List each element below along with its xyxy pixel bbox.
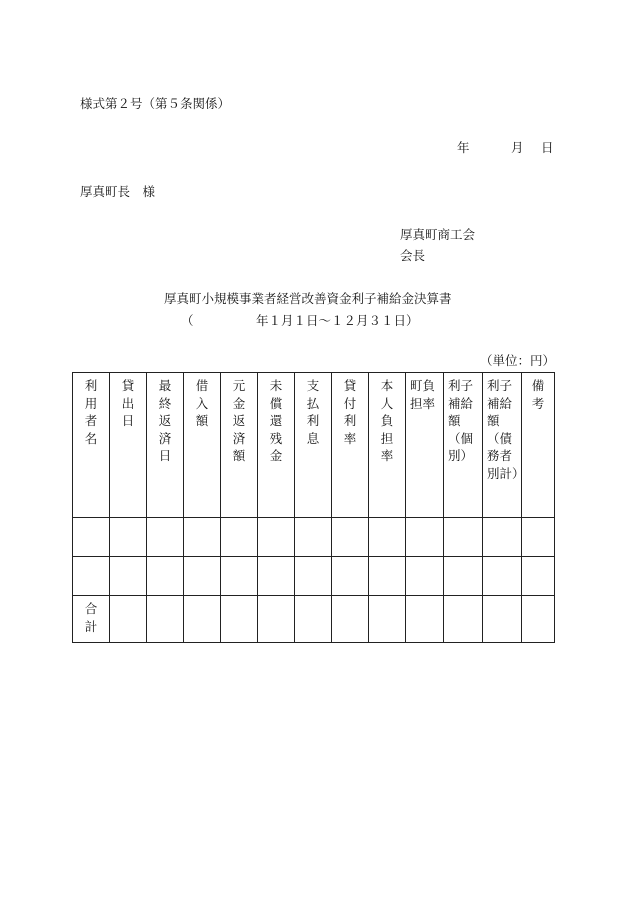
total-row: [73, 596, 555, 643]
table-cell[interactable]: [406, 557, 444, 596]
header-cell-outstanding-balance: [258, 373, 295, 518]
header-label: 支払利息: [306, 378, 320, 446]
table-cell[interactable]: [295, 518, 332, 557]
header-label: 利子補給額（債務者別計）: [487, 378, 525, 481]
total-label-cell: [73, 596, 110, 643]
header-cell-loan-amount: [184, 373, 221, 518]
table-cell[interactable]: [221, 557, 258, 596]
date-year: 年: [457, 140, 470, 155]
form-number: 様式第２号（第５条関係）: [80, 96, 231, 111]
table-cell[interactable]: [258, 596, 295, 643]
table-cell[interactable]: [522, 557, 555, 596]
table-cell[interactable]: [369, 557, 406, 596]
table-row: [73, 518, 555, 557]
table-cell[interactable]: [295, 557, 332, 596]
addressee: 厚真町長 様: [80, 184, 156, 199]
header-label: 備考: [531, 378, 545, 411]
header-label: 利用者名: [84, 378, 98, 446]
header-cell-borrower-name: [73, 373, 110, 518]
date-line: [457, 142, 554, 155]
table-cell[interactable]: [295, 596, 332, 643]
table-cell[interactable]: [258, 557, 295, 596]
header-cell-final-repayment-date: [147, 373, 184, 518]
header-cell-loan-date: [110, 373, 147, 518]
header-label: 貸出日: [121, 378, 135, 428]
table-cell[interactable]: [73, 557, 110, 596]
table-cell[interactable]: [444, 557, 483, 596]
table-cell[interactable]: [147, 557, 184, 596]
table-cell[interactable]: [184, 518, 221, 557]
table-cell[interactable]: [369, 596, 406, 643]
table-cell[interactable]: [184, 557, 221, 596]
header-cell-town-burden-rate: [406, 373, 444, 518]
header-label: 元金返済額: [232, 378, 246, 463]
header-label: 最終返済日: [158, 378, 172, 463]
header-label: 貸付利率: [343, 378, 357, 446]
table-cell[interactable]: [444, 518, 483, 557]
table-cell[interactable]: [332, 557, 369, 596]
table-cell[interactable]: [406, 518, 444, 557]
header-cell-principal-repaid: [221, 373, 258, 518]
unit-label: （単位：円）: [480, 353, 556, 368]
table-cell[interactable]: [221, 596, 258, 643]
header-cell-interest-paid: [295, 373, 332, 518]
header-cell-subsidy-individual: [444, 373, 483, 518]
table-cell[interactable]: [184, 596, 221, 643]
date-month: 月: [511, 140, 524, 155]
table-cell[interactable]: [73, 518, 110, 557]
sender-organization: 厚真町商工会: [400, 227, 476, 242]
settlement-table: [72, 372, 555, 643]
document-title: 厚真町小規模事業者経営改善資金利子補給金決算書: [164, 291, 452, 306]
table-cell[interactable]: [522, 518, 555, 557]
table-cell[interactable]: [221, 518, 258, 557]
header-label: 借入額: [195, 378, 209, 428]
table-cell[interactable]: [522, 596, 555, 643]
date-day: 日: [541, 140, 554, 155]
sender-role: 会長: [400, 248, 426, 263]
table-cell[interactable]: [483, 518, 522, 557]
fiscal-period: （ 年１月１日～１２月３１日）: [181, 313, 419, 328]
header-row: [73, 373, 555, 518]
header-cell-loan-rate: [332, 373, 369, 518]
table-cell[interactable]: [110, 596, 147, 643]
table-cell[interactable]: [444, 596, 483, 643]
table-row: [73, 557, 555, 596]
total-label: 合計: [84, 601, 98, 634]
header-cell-subsidy-per-debtor: [483, 373, 525, 518]
header-label: 未償還残金: [269, 378, 283, 463]
table-cell[interactable]: [483, 557, 522, 596]
header-label: 本人負担率: [380, 378, 394, 463]
table-cell[interactable]: [332, 518, 369, 557]
table-cell[interactable]: [483, 596, 522, 643]
table-cell[interactable]: [406, 596, 444, 643]
table-cell[interactable]: [110, 518, 147, 557]
header-label: 町負担率: [410, 378, 436, 411]
table-cell[interactable]: [147, 596, 184, 643]
table-cell[interactable]: [369, 518, 406, 557]
table-cell[interactable]: [332, 596, 369, 643]
table-cell[interactable]: [110, 557, 147, 596]
header-cell-borrower-burden-rate: [369, 373, 406, 518]
header-cell-remarks: [522, 373, 555, 518]
header-label: 利子補給額（個別）: [448, 378, 474, 463]
table-cell[interactable]: [147, 518, 184, 557]
table-cell[interactable]: [258, 518, 295, 557]
